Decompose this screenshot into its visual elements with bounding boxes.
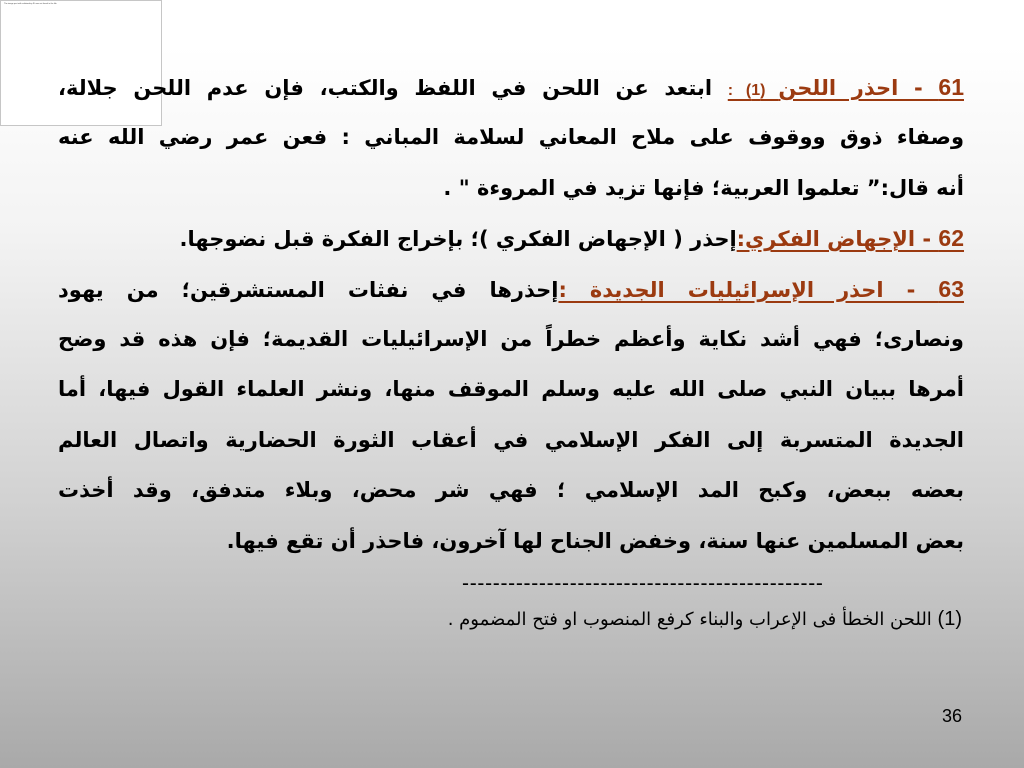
footnote-number: (1) xyxy=(937,608,962,630)
page-number: 36 xyxy=(941,706,962,726)
item-63-text-6: بعض المسلمين عنها سنة، وخفض الجناح لها آخرون، فاحذر أن تقع فيها. xyxy=(226,528,964,553)
item-63-number: 63 xyxy=(938,275,964,302)
item-63-text-4: الجديدة المتسربة إلى الفكر الإسلامي في أعقاب الثورة الحضارية واتصال العالم xyxy=(58,427,964,452)
item-63-heading-text: - احذر الإسرائيليات الجديدة : xyxy=(558,277,939,302)
item-62-text-1: إحذر ( الإجهاض الفكري )؛ بإخراج الفكرة قبل نضوجها. xyxy=(179,227,737,252)
item-62-heading xyxy=(737,227,964,251)
item-61-footnote-ref: (1) : xyxy=(727,82,779,99)
item-63-line-5 xyxy=(58,465,964,515)
item-61-line-3 xyxy=(58,163,964,213)
item-61-heading-text: - احذر اللحن xyxy=(778,76,939,100)
item-61-line-1 xyxy=(58,62,964,112)
item-63-line-2 xyxy=(58,314,964,364)
item-61-text-1: ابتعد عن اللحن في اللفظ والكتب، فإن عدم اللحن جلالة، xyxy=(58,76,713,100)
item-63-line-4 xyxy=(58,415,964,465)
item-63-text-3: أمرها ببيان النبي صلى الله عليه وسلم الموقف منها، ونشر العلماء القول فيها، أما xyxy=(58,377,964,402)
item-63-line-6 xyxy=(58,516,964,566)
item-61-text-2: وصفاء ذوق ووقوف على ملاح المعاني لسلامة المباني : فعن عمر رضي الله عنه xyxy=(58,125,964,150)
item-63-line-3 xyxy=(58,364,964,414)
item-62-heading-text: - الإجهاض الفكري: xyxy=(736,227,939,252)
item-61-number: 61 xyxy=(938,74,964,100)
item-63-text-2: ونصارى؛ فهي أشد نكاية وأعظم خطراً من الإسرائيليات القديمة؛ فإن هذه قد وضح xyxy=(58,326,964,351)
item-63-heading xyxy=(558,275,964,302)
footnote xyxy=(448,608,962,631)
item-62-number: 62 xyxy=(938,225,964,252)
footnote-separator: ----------------------------------------------- xyxy=(462,572,824,595)
item-63-text-1: إحذرها في نفثات المستشرقين؛ من يهود xyxy=(58,277,559,302)
item-61-line-2 xyxy=(58,112,964,162)
item-61-heading xyxy=(728,76,964,100)
item-63-line-1 xyxy=(58,264,964,314)
broken-image-caption: The image part with relationship ID was not found in the file. xyxy=(4,3,58,5)
item-61-text-3: أنه قال:” تعلموا العربية؛ فإنها تزيد في المروءة " . xyxy=(443,175,964,200)
item-63-text-5: بعضه ببعض، وكبح المد الإسلامي ؛ فهي شر محض، وبلاء متدفق، وقد أخذت xyxy=(58,478,964,503)
slide-body xyxy=(58,62,964,566)
item-62-line-1 xyxy=(58,213,964,263)
footnote-text: اللحن الخطأ فى الإعراب والبناء كرفع المنصوب او فتح المضموم . xyxy=(447,609,938,630)
